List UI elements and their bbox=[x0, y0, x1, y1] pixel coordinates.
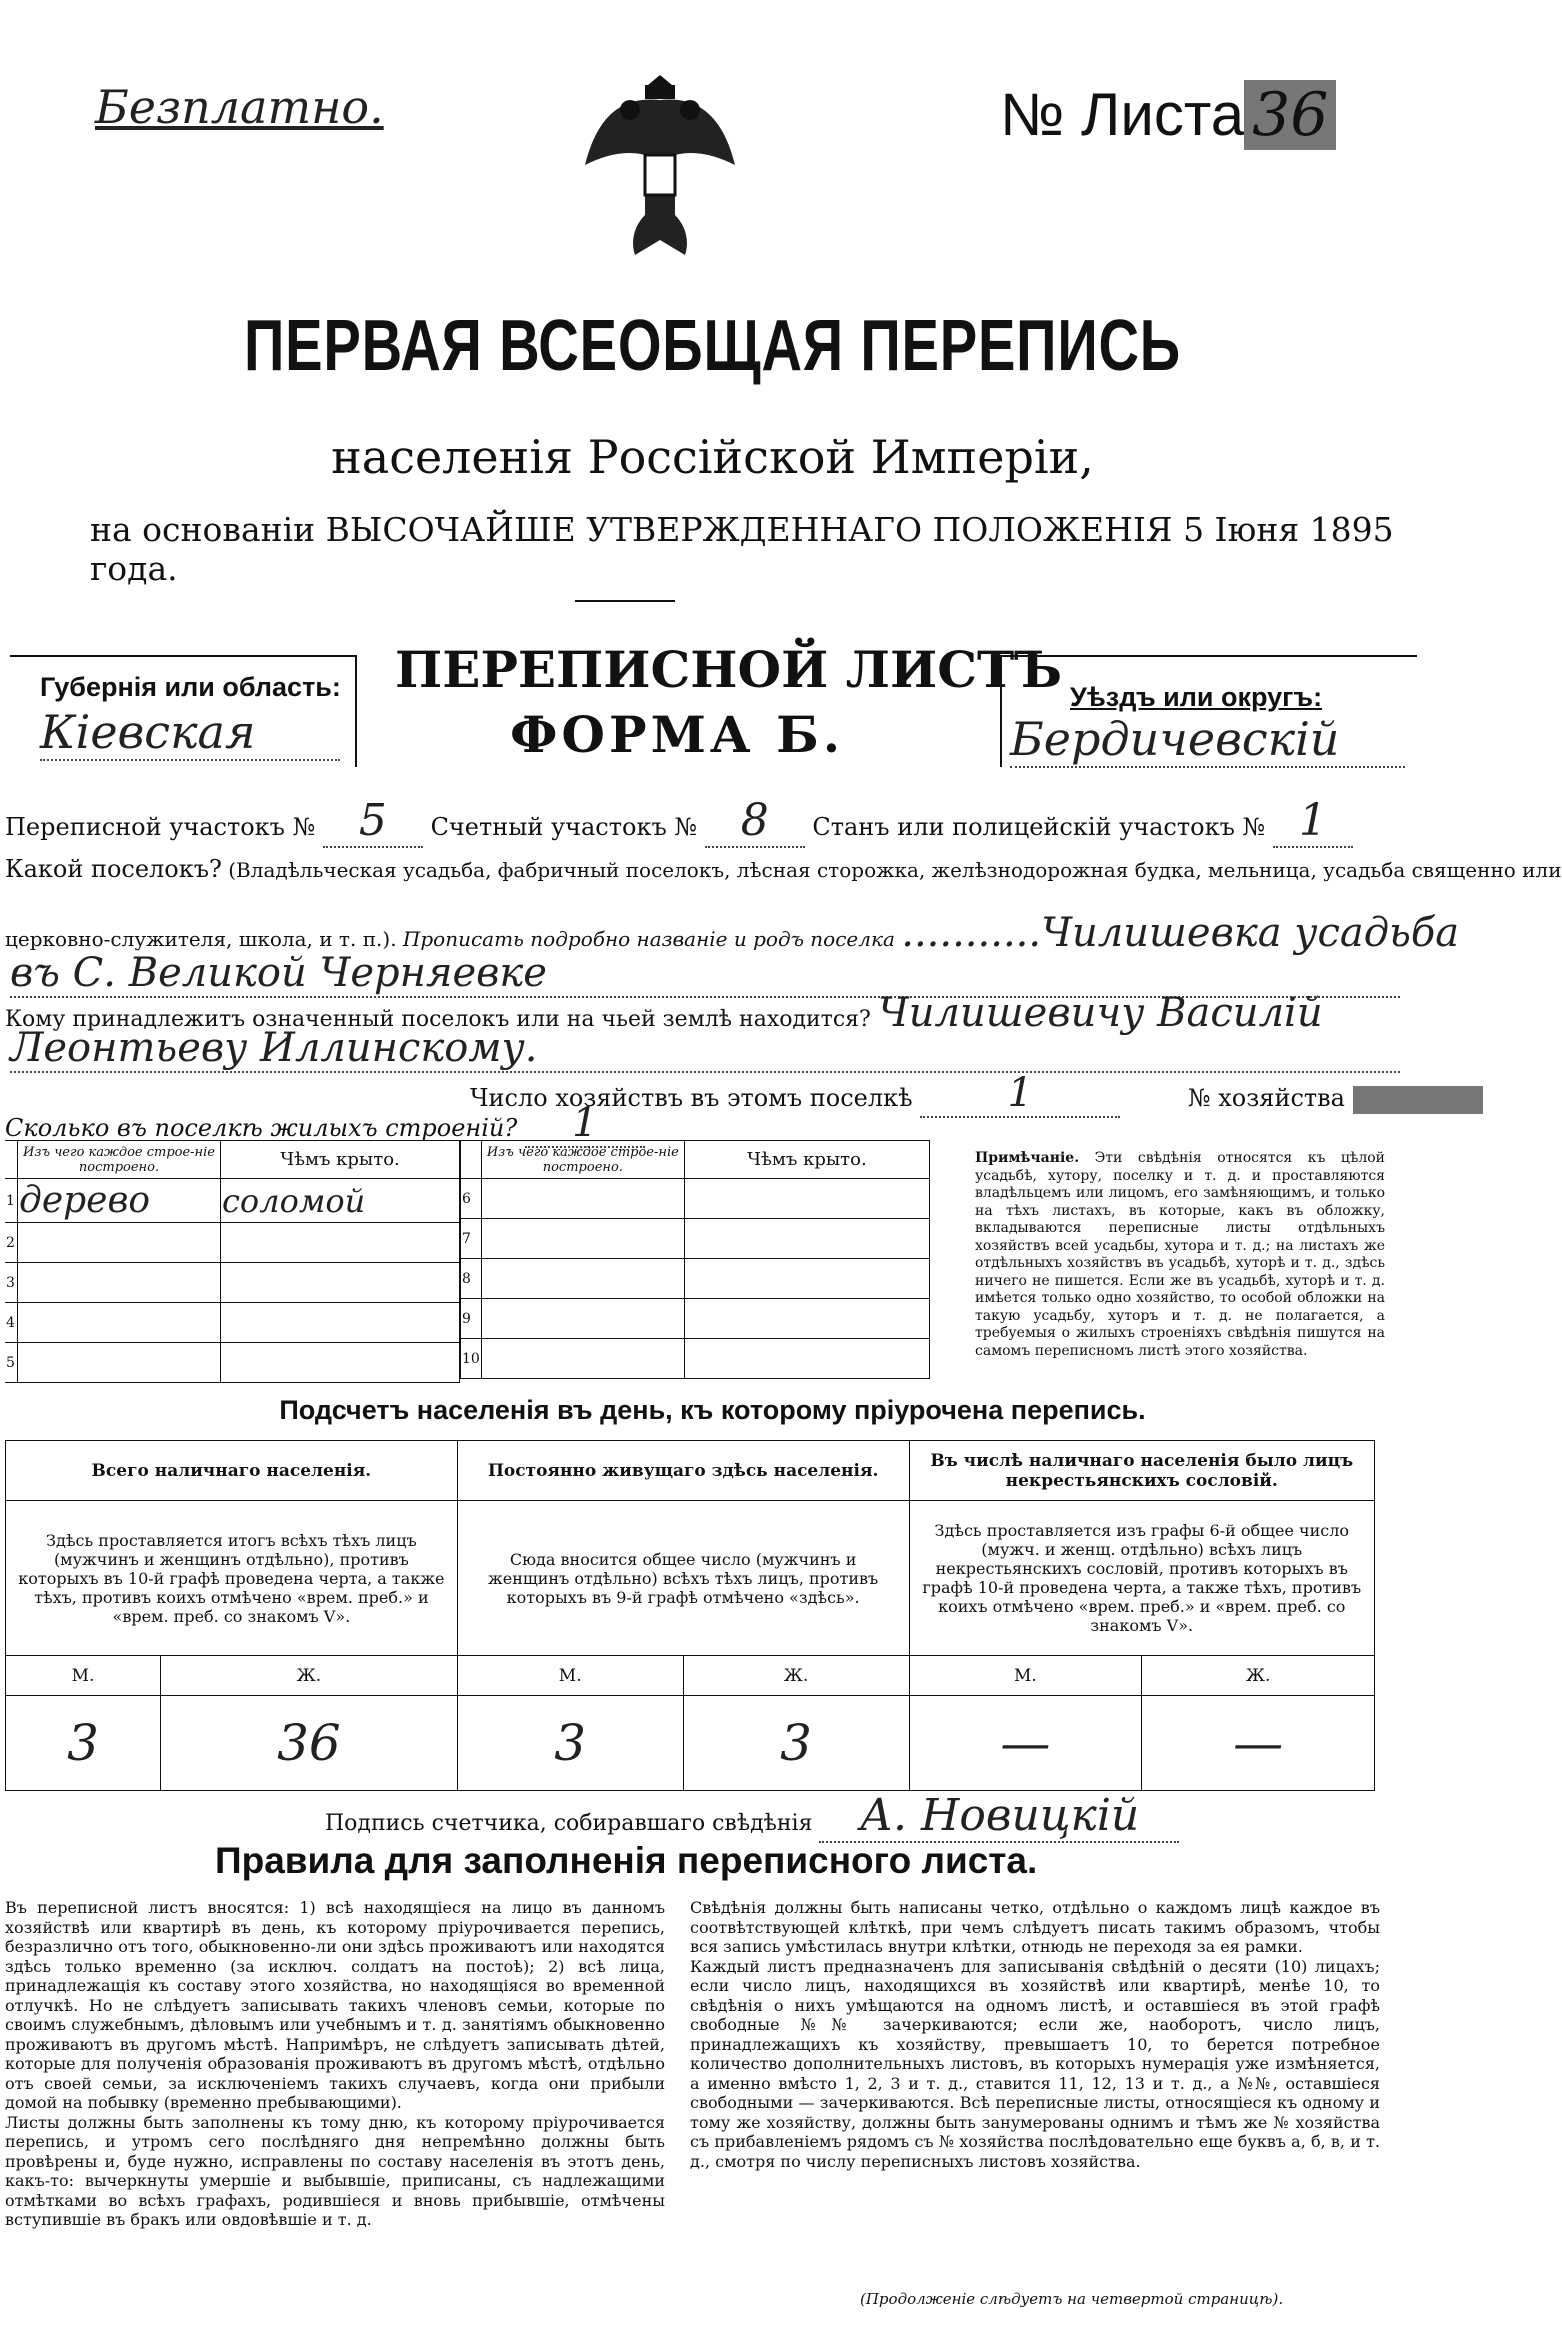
settlement-value-1: ...........Чилишевка усадьба bbox=[901, 910, 1460, 956]
col-material-head: Изъ чего каждое строе-ніе построено. bbox=[18, 1141, 221, 1179]
population-table bbox=[5, 1440, 1375, 1791]
roof-cell: соломой bbox=[221, 1179, 460, 1223]
sheet-title: ПЕРЕПИСНОЙ ЛИСТЪ bbox=[395, 640, 1063, 699]
roof-cell bbox=[221, 1343, 460, 1383]
rules-title: Правила для заполненія переписного листа. bbox=[215, 1840, 1038, 1881]
roof-cell bbox=[684, 1179, 929, 1219]
roof-cell bbox=[221, 1263, 460, 1303]
value-cell: 3 bbox=[457, 1696, 683, 1791]
row-num: 9 bbox=[461, 1299, 482, 1339]
col1-text: Здѣсь проставляется итогъ всѣхъ тѣхъ лицъ (мужчинъ и женщинъ отдѣльно), противъ которыхъ въ 10-й графѣ проведена черта, а также тѣхъ, противъ коихъ отмѣчено «врем. преб.» и «врем. преб. со знакомъ V». bbox=[6, 1501, 458, 1656]
sheet-number-value: 36 bbox=[1244, 80, 1336, 150]
imperial-eagle-emblem bbox=[575, 55, 745, 265]
signature-line bbox=[325, 1790, 1179, 1843]
note bbox=[975, 1150, 1385, 1360]
col-roof-head: Чѣмъ крыто. bbox=[221, 1141, 460, 1179]
note-head: Примѣчаніе. bbox=[975, 1150, 1080, 1166]
divider bbox=[575, 600, 675, 602]
district-line bbox=[5, 795, 1353, 848]
schetny-label: Счетный участокъ № bbox=[430, 813, 698, 841]
col2-head: Постоянно живущаго здѣсь населенія. bbox=[457, 1441, 909, 1501]
buildings-label: Сколько въ поселкѣ жилыхъ строеній? bbox=[5, 1114, 518, 1142]
guberniya-label: Губернія или область: bbox=[40, 672, 341, 702]
note-text: Эти свѣдѣнія относятся къ цѣлой усадьбѣ, хутору, поселку и т. д. и проставляются владѣльцемъ или лицомъ, его замѣняющимъ, и только на тѣхъ листахъ, въ которые, какъ въ обложку, вкладываются переписные листы отдѣльныхъ хозяйствъ всей усадьбы, хутора и т. д.; на листахъ же отдѣльныхъ хозяйствъ въ усадьбѣ, хуторѣ и т. д., здѣсь ничего не пишется. Если же въ усадьбѣ, хуторѣ и т. д. имѣется только одно хозяйство, то особой обложки на такую усадьбу, хуторъ и т. д. не полагается, а требуемыя о жилыхъ строеніяхъ свѣдѣнія пишутся на самомъ переписномъ листѣ этого хозяйства. bbox=[975, 1150, 1385, 1359]
value-cell: 3 bbox=[6, 1696, 161, 1791]
material-cell bbox=[481, 1179, 684, 1219]
form-name: ФОРМА Б. bbox=[510, 705, 845, 764]
roof-cell bbox=[684, 1259, 929, 1299]
roof-cell bbox=[221, 1223, 460, 1263]
value-cell: — bbox=[1142, 1696, 1375, 1791]
schetny-value: 8 bbox=[705, 795, 805, 848]
buildings-value: 1 bbox=[525, 1100, 645, 1148]
page-subtitle: населенія Россійской Имперіи, bbox=[331, 430, 1094, 484]
household-no-blot bbox=[1353, 1086, 1483, 1114]
material-cell bbox=[18, 1303, 221, 1343]
row-num: 10 bbox=[461, 1339, 482, 1379]
roof-cell bbox=[221, 1303, 460, 1343]
buildings-table-left bbox=[5, 1140, 460, 1383]
free-label: Безплатно. bbox=[95, 80, 384, 134]
col1-head: Всего наличнаго населенія. bbox=[6, 1441, 458, 1501]
m-head: М. bbox=[909, 1656, 1142, 1696]
zh-head: Ж. bbox=[161, 1656, 458, 1696]
value-cell: — bbox=[909, 1696, 1142, 1791]
row-num: 6 bbox=[461, 1179, 482, 1219]
col2-text: Сюда вносится общее число (мужчинъ и женщинъ отдѣльно) всѣхъ тѣхъ лицъ, противъ которыхъ въ 9-й графѣ отмѣчено «здѣсь». bbox=[457, 1501, 909, 1656]
guberniya-value: Кіевская bbox=[40, 705, 340, 761]
settlement-hint1: (Владѣльческая усадьба, фабричный поселокъ, лѣсная сторожка, желѣзнодорожная будка, мельница, усадьба священно или bbox=[228, 858, 1562, 882]
basis-line: на основаніи ВЫСОЧАЙШЕ УТВЕРЖДЕННАГО ПОЛОЖЕНІЯ 5 Іюня 1895 года. bbox=[90, 510, 1394, 588]
buildings-table-right bbox=[460, 1140, 930, 1379]
stan-value: 1 bbox=[1273, 795, 1353, 848]
roof-cell bbox=[684, 1339, 929, 1379]
settlement-label: Какой поселокъ? bbox=[5, 855, 222, 883]
value-cell: 36 bbox=[161, 1696, 458, 1791]
material-cell bbox=[481, 1219, 684, 1259]
row-num: 8 bbox=[461, 1259, 482, 1299]
signature-label: Подпись счетчика, собиравшаго свѣдѣнія bbox=[325, 1811, 813, 1836]
material-cell bbox=[481, 1339, 684, 1379]
zh-head: Ж. bbox=[683, 1656, 909, 1696]
sheet-number-label: № Листа bbox=[1000, 81, 1245, 148]
households-count-value: 1 bbox=[920, 1070, 1120, 1118]
household-no-label: № хозяйства bbox=[1187, 1084, 1345, 1112]
owner-value-1: Чилишевичу Василій bbox=[877, 990, 1323, 1036]
material-cell bbox=[481, 1299, 684, 1339]
perepisnoy-label: Переписной участокъ № bbox=[5, 813, 316, 841]
roof-cell bbox=[684, 1219, 929, 1259]
rules-left: Въ переписной листъ вносятся: 1) всѣ находящіеся на лицо въ данномъ хозяйствѣ или квартирѣ въ день, къ которому пріурочивается перепись, безразлично отъ того, обыкновенно-ли они здѣсь проживаютъ или находятся здѣсь только временно (за исключ. солдатъ на постоѣ); 2) всѣ лица, принадлежащія къ составу этого хозяйства, но находящіяся во временной отлучкѣ. Но не слѣдуетъ записывать такихъ членовъ семьи, которые по своимъ служебнымъ, дѣловымъ или учебнымъ и т. д. занятіямъ обыкновенно проживаютъ въ другомъ мѣстѣ. Напримѣръ, не слѣдуетъ записывать дѣтей, которые для полученія образованія проживаютъ въ другомъ мѣстѣ, отдѣльно отъ своей семьи, за исключеніемъ такихъ случаевъ, когда они прибыли домой на побывку (временно пребывающими). Листы должны быть заполнены къ тому дню, къ которому пріурочивается перепись, и утромъ сего послѣдняго дня непремѣнно должны быть провѣрены и, буде нужно, исправлены по составу населенія въ этотъ день, какъ-то: вычеркнуты умершіе и выбывшіе, приписаны, съ надлежащими отмѣтками во всѣхъ графахъ, родившіеся и вновь прибывшіе, отмѣчены вступившіе въ бракъ или овдовѣвшіе и т. д. bbox=[5, 1898, 665, 2230]
signature-value: А. Новицкій bbox=[819, 1790, 1179, 1843]
uezd-value: Бердичевскій bbox=[1010, 712, 1405, 768]
settlement-hint-italic: Прописать подробно названіе и родъ поселка bbox=[402, 927, 895, 951]
col-material-head: Изъ чего каждое строе-ніе построено. bbox=[481, 1141, 684, 1179]
row-num: 4 bbox=[5, 1303, 18, 1343]
settlement-value-2: въ С. Великой Черняевке bbox=[10, 950, 1400, 998]
roof-cell bbox=[684, 1299, 929, 1339]
owner-value-2: Леонтьеву Иллинскому. bbox=[10, 1025, 1400, 1073]
population-title: Подсчетъ населенія въ день, къ которому пріурочена перепись. bbox=[279, 1395, 1146, 1425]
row-num: 5 bbox=[5, 1343, 18, 1383]
col3-head: Въ числѣ наличнаго населенія было лицъ некрестьянскихъ сословій. bbox=[909, 1441, 1375, 1501]
value-cell: 3 bbox=[683, 1696, 909, 1791]
row-num: 3 bbox=[5, 1263, 18, 1303]
material-cell bbox=[18, 1223, 221, 1263]
col3-text: Здѣсь проставляется изъ графы 6-й общее число (мужч. и женщ. отдѣльно) всѣхъ лицъ некрестьянскихъ сословій, противъ которыхъ въ графѣ 10-й проведена черта, а также тѣхъ, противъ коихъ отмѣчено «врем. преб.» и «врем. преб. со знакомъ V». bbox=[909, 1501, 1375, 1656]
rules-continued: (Продолженіе слѣдуетъ на четвертой страницѣ). bbox=[860, 2290, 1284, 2308]
material-cell bbox=[18, 1343, 221, 1383]
material-cell: дерево bbox=[18, 1179, 221, 1223]
row-num: 1 bbox=[5, 1179, 18, 1223]
row-num: 7 bbox=[461, 1219, 482, 1259]
stan-label: Станъ или полицейскій участокъ № bbox=[812, 813, 1266, 841]
m-head: М. bbox=[457, 1656, 683, 1696]
col-roof-head: Чѣмъ крыто. bbox=[684, 1141, 929, 1179]
material-cell bbox=[18, 1263, 221, 1303]
settlement-hint2: церковно-служителя, школа, и т. п.). bbox=[5, 927, 397, 951]
page-title: ПЕРВАЯ ВСЕОБЩАЯ ПЕРЕПИСЬ bbox=[244, 306, 1181, 386]
households-count-label: Число хозяйствъ въ этомъ поселкѣ bbox=[470, 1084, 913, 1112]
zh-head: Ж. bbox=[1142, 1656, 1375, 1696]
uezd-label: Уѣздъ или округъ: bbox=[1070, 682, 1323, 712]
owner-label: Кому принадлежитъ означенный поселокъ или на чьей землѣ находится? bbox=[5, 1007, 871, 1032]
sheet-number bbox=[1000, 80, 1336, 150]
rules-right: Свѣдѣнія должны быть написаны четко, отдѣльно о каждомъ лицѣ каждое въ соотвѣтствующей клѣткѣ, при чемъ слѣдуетъ писать такимъ образомъ, чтобы вся запись умѣстилась внутри клѣтки, отнюдь не переходя за ея рамки. Каждый листъ предназначенъ для записыванія свѣдѣній о десяти (10) лицахъ; если число лицъ, находящихся въ хозяйствѣ или квартирѣ, менѣе 10, то свѣдѣнія о нихъ умѣщаются на одномъ листѣ, и оставшіеся въ этой графѣ свободные №№ зачеркиваются; если же, наоборотъ, число лицъ, принадлежащихъ къ хозяйству, превышаетъ 10, то берется потребное количество дополнительныхъ листовъ, въ которыхъ нумерація уже измѣняется, а именно вмѣсто 1, 2, 3 и т. д., ставится 11, 12, 13 и т. д., а №№, оставшіеся свободными — зачеркиваются. Всѣ переписные листы, относящіеся къ одному и тому же хозяйству, должны быть занумерованы однимъ и тѣмъ же № хозяйства съ прибавленіемъ рядомъ съ № хозяйства послѣдовательно еще буквъ а, б, в, и т. д., смотря по числу переписныхъ листовъ хозяйства. bbox=[690, 1898, 1380, 2171]
settlement-line bbox=[5, 855, 1562, 883]
row-num: 2 bbox=[5, 1223, 18, 1263]
perepisnoy-value: 5 bbox=[323, 795, 423, 848]
material-cell bbox=[481, 1259, 684, 1299]
m-head: М. bbox=[6, 1656, 161, 1696]
